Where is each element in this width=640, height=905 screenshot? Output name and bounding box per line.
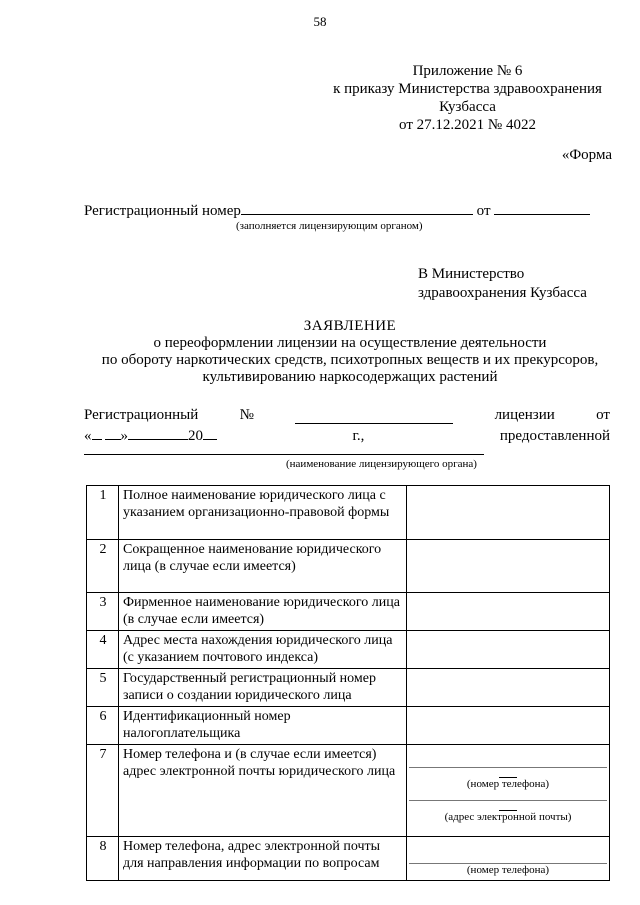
registration-number-row: [84, 200, 590, 220]
row-label: Сокращенное наименование юридического лица (в случае если имеется): [119, 540, 407, 593]
appendix-line: от 27.12.2021 № 4022: [399, 117, 536, 133]
row-number: 7: [87, 745, 119, 837]
appendix-line: к приказу Министерства здравоохранения: [333, 81, 602, 97]
title-line: о переоформлении лицензии на осуществление деятельности: [153, 335, 547, 351]
registration-from-label: от: [476, 203, 491, 219]
table-row: [87, 540, 610, 593]
email-note: (адрес электронной почты): [444, 811, 572, 823]
registration-label: Регистрационный номер: [84, 203, 241, 219]
row-label: Государственный регистрационный номер записи о создании юридического лица: [119, 669, 407, 707]
row-label: Идентификационный номер налогоплательщика: [119, 707, 407, 745]
license-line-2: [84, 425, 610, 445]
row-label: Адрес места нахождения юридического лица (с указанием почтового индекса): [119, 631, 407, 669]
month-field[interactable]: [128, 425, 188, 440]
appendix-line: Приложение № 6: [412, 63, 523, 79]
row-label: Номер телефона и (в случае если имеется) адрес электронной почты юридического лица: [119, 745, 407, 837]
appendix-line: Кузбасса: [439, 99, 496, 115]
row-value-cell[interactable]: [407, 669, 610, 707]
page-number: 58: [313, 14, 327, 29]
application-table: [86, 485, 610, 881]
table-row: [87, 745, 610, 837]
row-value-cell[interactable]: [407, 631, 610, 669]
license-word: Регистрационный: [84, 407, 199, 423]
row-label: Полное наименование юридического лица с указанием организационно-правовой формы: [119, 486, 407, 540]
row-label: Номер телефона, адрес электронной почты для направления информации по вопросам: [119, 837, 407, 881]
row-number: 4: [87, 631, 119, 669]
license-provided: предоставленной: [499, 428, 610, 444]
license-line-1: [84, 406, 610, 424]
title-line: по обороту наркотических средств, психотропных веществ и их прекурсоров,: [101, 352, 599, 368]
license-word: от: [596, 407, 610, 423]
title-line: культивированию наркосодержащих растений: [202, 369, 498, 385]
contact-value-cell[interactable]: [407, 745, 610, 837]
license-date: « » 20: [84, 425, 217, 445]
title-heading: ЗАЯВЛЕНИЕ: [303, 318, 397, 334]
table-row: [87, 707, 610, 745]
row-number: 3: [87, 593, 119, 631]
row-number: 6: [87, 707, 119, 745]
document-title: [60, 318, 640, 386]
table-row: [87, 593, 610, 631]
row-number: 1: [87, 486, 119, 540]
form-label: «Форма: [561, 147, 612, 163]
day-field-2[interactable]: [105, 425, 121, 440]
authority-name-line[interactable]: [84, 454, 484, 455]
row-label: Фирменное наименование юридического лица (в случае если имеется): [119, 593, 407, 631]
phone-note: (номер телефона): [466, 864, 550, 876]
license-word: лицензии: [494, 407, 555, 423]
addressee-block: [418, 265, 587, 303]
phone-note: (номер телефона): [466, 778, 550, 790]
row-value-cell[interactable]: [407, 486, 610, 540]
day-field[interactable]: [92, 425, 102, 440]
table-row: [87, 837, 610, 881]
registration-note: (заполняется лицензирующим органом): [236, 220, 423, 232]
table-row: [87, 631, 610, 669]
appendix-header: [300, 62, 635, 134]
addressee-line: В Министерство: [418, 266, 525, 282]
row-value-cell[interactable]: [407, 707, 610, 745]
table-row: [87, 669, 610, 707]
registration-number-field[interactable]: [241, 200, 473, 215]
row-number: 2: [87, 540, 119, 593]
license-word: №: [239, 407, 254, 423]
table-row: [87, 486, 610, 540]
row-number: 8: [87, 837, 119, 881]
registration-date-field[interactable]: [494, 200, 590, 215]
year-field[interactable]: [203, 425, 217, 440]
authority-note: (наименование лицензирующего органа): [286, 458, 477, 470]
contact-value-cell[interactable]: [407, 837, 610, 881]
addressee-line: здравоохранения Кузбасса: [418, 285, 587, 301]
row-number: 5: [87, 669, 119, 707]
license-number-field[interactable]: [295, 409, 453, 424]
license-g: г.,: [352, 428, 365, 444]
row-value-cell[interactable]: [407, 540, 610, 593]
row-value-cell[interactable]: [407, 593, 610, 631]
